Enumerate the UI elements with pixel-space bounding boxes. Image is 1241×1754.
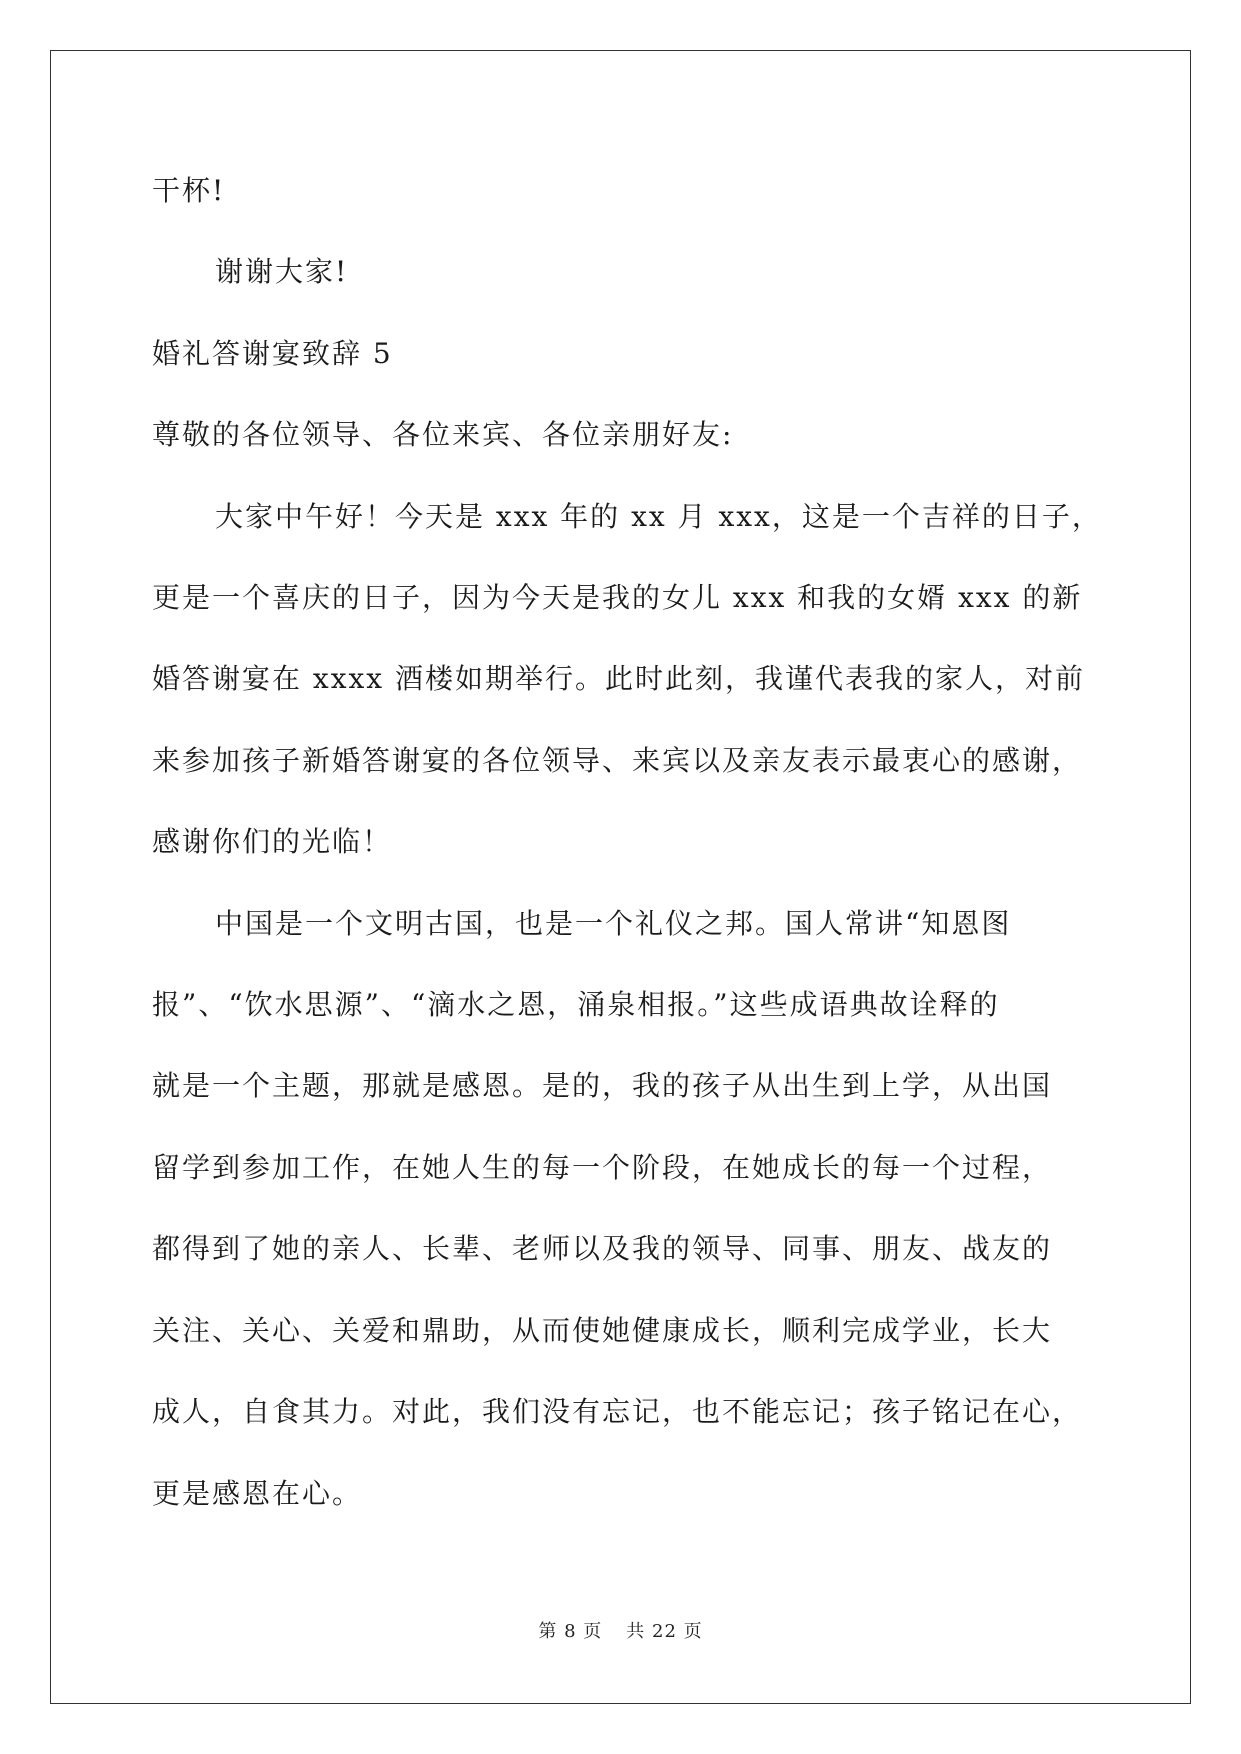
- text-line: 关注、关心、关爱和鼎助，从而使她健康成长，顺利完成学业，长大: [152, 1313, 1053, 1347]
- text-line: 都得到了她的亲人、长辈、老师以及我的领导、同事、朋友、战友的: [152, 1232, 1053, 1266]
- text-line: 更是感恩在心。: [152, 1476, 363, 1510]
- text-line: 大家中午好！今天是 xxx 年的 xx 月 xxx，这是一个吉祥的日子，: [215, 499, 1102, 533]
- text-line: 婚答谢宴在 xxxx 酒楼如期举行。此时此刻，我谨代表我的家人，对前: [152, 662, 1085, 696]
- text-line: 干杯!: [152, 174, 226, 207]
- text-line: 成人，自食其力。对此，我们没有忘记，也不能忘记；孩子铭记在心，: [152, 1395, 1083, 1429]
- text-line: 就是一个主题，那就是感恩。是的，我的孩子从出生到上学，从出国: [152, 1069, 1053, 1103]
- text-line: 报”、“饮水思源”、“滴水之恩，涌泉相报。”这些成语典故诠释的: [152, 988, 1000, 1022]
- text-line: 中国是一个文明古国，也是一个礼仪之邦。国人常讲“知恩图: [215, 906, 1012, 940]
- text-line: 来参加孩子新婚答谢宴的各位领导、来宾以及亲友表示最衷心的感谢，: [152, 743, 1083, 777]
- page-total: 共 22 页: [626, 1621, 703, 1642]
- text-line: 更是一个喜庆的日子，因为今天是我的女儿 xxx 和我的女婿 xxx 的新: [152, 581, 1083, 615]
- salutation: 尊敬的各位领导、各位来宾、各位亲朋好友:: [152, 418, 734, 452]
- page-footer: [0, 1620, 1241, 1644]
- text-line: 留学到参加工作，在她人生的每一个阶段，在她成长的每一个过程，: [152, 1150, 1053, 1184]
- document-body: [152, 150, 1102, 1534]
- text-line: 谢谢大家!: [215, 255, 349, 289]
- text-line: 感谢你们的光临！: [152, 825, 393, 859]
- page-number: 第 8 页: [538, 1621, 603, 1642]
- section-heading: 婚礼答谢宴致辞 5: [152, 336, 393, 370]
